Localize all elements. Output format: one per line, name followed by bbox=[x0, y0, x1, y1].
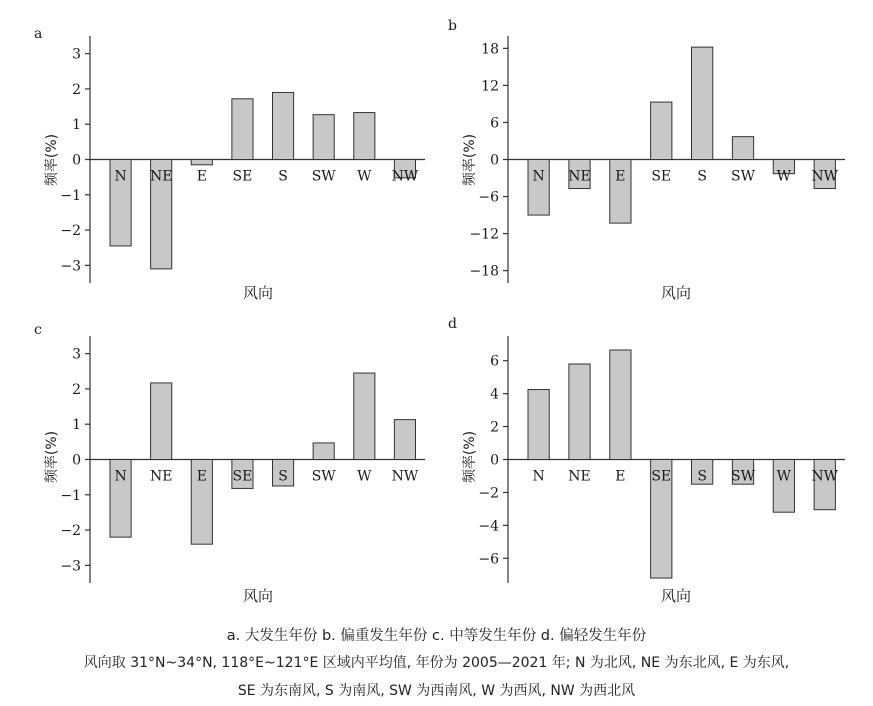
bar-se bbox=[651, 102, 672, 159]
x-axis-label: 风向 bbox=[660, 284, 692, 302]
y-tick-label: −4 bbox=[478, 518, 499, 535]
y-tick-label: −2 bbox=[60, 523, 81, 540]
bar-e bbox=[610, 350, 631, 460]
bar-w bbox=[354, 113, 375, 160]
y-tick-label: 1 bbox=[72, 417, 81, 434]
y-tick-label: 2 bbox=[72, 81, 81, 98]
category-label-sw: SW bbox=[311, 168, 336, 185]
y-axis-label: 频率(%) bbox=[462, 133, 478, 187]
bar-w bbox=[773, 460, 794, 513]
x-axis-label: 风向 bbox=[242, 587, 274, 605]
category-label-s: S bbox=[697, 468, 707, 485]
category-label-n: N bbox=[114, 468, 127, 485]
panel-label: b bbox=[448, 18, 457, 34]
bar-nw bbox=[394, 420, 415, 460]
y-tick-label: 2 bbox=[490, 419, 499, 436]
y-tick-label: 0 bbox=[72, 152, 81, 169]
category-label-w: W bbox=[357, 168, 372, 185]
category-label-nw: NW bbox=[811, 168, 839, 185]
category-label-n: N bbox=[532, 168, 545, 185]
y-tick-label: 0 bbox=[72, 452, 81, 469]
category-label-e: E bbox=[196, 168, 207, 185]
bar-w bbox=[354, 373, 375, 459]
category-label-e: E bbox=[615, 168, 626, 185]
panel-c bbox=[34, 322, 425, 605]
category-label-nw: NW bbox=[391, 468, 419, 485]
category-label-ne: NE bbox=[568, 468, 591, 485]
panel-a bbox=[34, 26, 425, 302]
y-tick-label: 12 bbox=[481, 78, 499, 95]
y-tick-label: −1 bbox=[60, 487, 81, 504]
category-label-ne: NE bbox=[149, 468, 173, 485]
category-label-nw: NW bbox=[391, 168, 419, 185]
bar-sw bbox=[732, 137, 753, 160]
y-tick-label: 3 bbox=[72, 346, 81, 363]
y-axis-label: 频率(%) bbox=[462, 430, 478, 484]
figure-note-line-1: 风向取 31°N~34°N, 118°E~121°E 区域内平均值, 年份为 2005—2021 年; N 为北风, NE 为东北风, E 为东风, bbox=[83, 655, 790, 671]
bar-sw bbox=[313, 115, 334, 160]
panel-label: c bbox=[34, 322, 42, 338]
category-label-s: S bbox=[278, 168, 288, 185]
x-axis-label: 风向 bbox=[660, 587, 692, 605]
bar-s bbox=[692, 47, 713, 159]
figure-note-line-2: SE 为东南风, S 为南风, SW 为西南风, W 为西风, NW 为西北风 bbox=[237, 683, 636, 699]
y-axis-label: 频率(%) bbox=[44, 133, 60, 187]
y-tick-label: −2 bbox=[60, 223, 81, 240]
category-label-s: S bbox=[278, 468, 288, 485]
category-label-e: E bbox=[196, 468, 207, 485]
category-label-sw: SW bbox=[731, 168, 755, 185]
bar-s bbox=[273, 92, 294, 159]
category-label-sw: SW bbox=[311, 468, 336, 485]
category-label-se: SE bbox=[232, 468, 253, 485]
y-tick-label: 1 bbox=[72, 117, 81, 134]
panel-label: a bbox=[34, 26, 43, 42]
y-tick-label: −1 bbox=[60, 187, 81, 204]
y-tick-label: −18 bbox=[469, 263, 499, 280]
category-label-e: E bbox=[615, 468, 626, 485]
bar-n bbox=[528, 390, 549, 460]
x-axis-label: 风向 bbox=[242, 284, 274, 302]
bar-ne bbox=[569, 364, 590, 460]
category-label-n: N bbox=[532, 468, 545, 485]
category-label-w: W bbox=[776, 468, 792, 485]
category-label-se: SE bbox=[232, 168, 253, 185]
y-tick-label: −2 bbox=[478, 485, 499, 502]
bar-nw bbox=[814, 460, 835, 510]
y-tick-label: −12 bbox=[469, 226, 499, 243]
y-tick-label: −3 bbox=[60, 258, 81, 275]
panel-label: d bbox=[448, 316, 457, 332]
category-label-n: N bbox=[114, 168, 127, 185]
panel-b bbox=[448, 18, 845, 302]
y-tick-label: 18 bbox=[481, 41, 499, 58]
y-tick-label: −3 bbox=[60, 558, 81, 575]
y-tick-label: −6 bbox=[478, 551, 499, 568]
category-label-nw: NW bbox=[811, 468, 839, 485]
bar-ne bbox=[151, 383, 172, 460]
category-label-sw: SW bbox=[731, 468, 755, 485]
y-tick-label: 0 bbox=[490, 452, 499, 469]
category-label-se: SE bbox=[651, 168, 672, 185]
category-label-ne: NE bbox=[568, 168, 591, 185]
y-tick-label: 2 bbox=[72, 381, 81, 398]
category-label-w: W bbox=[357, 468, 372, 485]
category-label-se: SE bbox=[651, 468, 672, 485]
y-tick-label: 6 bbox=[490, 353, 499, 370]
y-tick-label: 3 bbox=[72, 46, 81, 63]
category-label-w: W bbox=[776, 168, 792, 185]
y-tick-label: 6 bbox=[490, 115, 499, 132]
panel-d bbox=[448, 316, 845, 605]
category-label-s: S bbox=[697, 168, 707, 185]
y-tick-label: 0 bbox=[490, 152, 499, 169]
y-axis-label: 频率(%) bbox=[44, 430, 60, 484]
figure-caption: a. 大发生年份 b. 偏重发生年份 c. 中等发生年份 d. 偏轻发生年份 bbox=[226, 628, 647, 644]
bar-se bbox=[232, 99, 253, 160]
bar-e bbox=[191, 160, 212, 165]
y-tick-label: 4 bbox=[490, 386, 499, 403]
category-label-ne: NE bbox=[149, 168, 173, 185]
bar-sw bbox=[313, 443, 334, 460]
y-tick-label: −6 bbox=[478, 189, 499, 206]
